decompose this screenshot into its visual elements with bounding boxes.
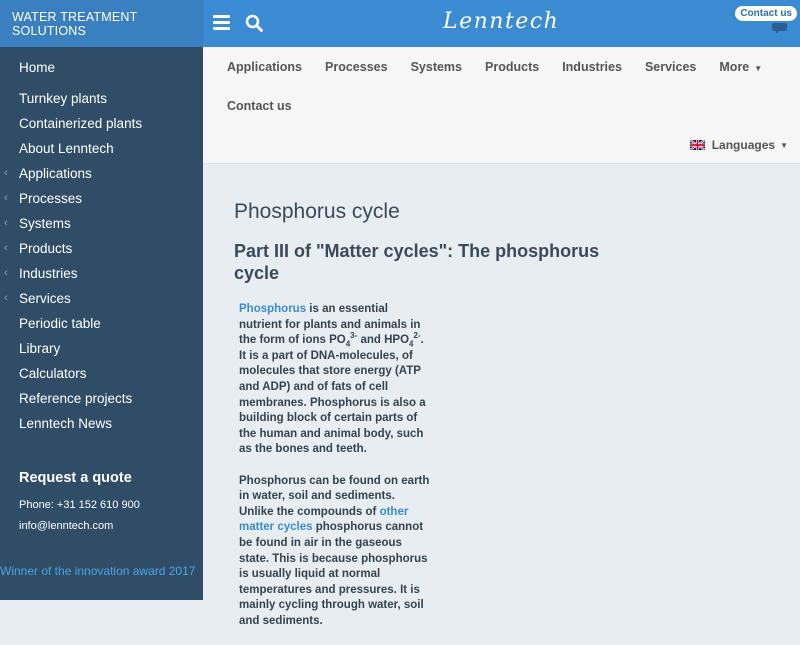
- sidebar-item-label: Products: [19, 241, 73, 256]
- languages-dropdown[interactable]: [690, 138, 788, 152]
- nav-link-industries[interactable]: Industries: [562, 60, 622, 74]
- sidebar-item-label: Periodic table: [19, 316, 101, 331]
- sidebar-item-label: Reference projects: [19, 391, 133, 406]
- page-subtitle: Part III of "Matter cycles": The phosphorus cycle: [234, 241, 600, 283]
- phone-number: Phone: +31 152 610 900: [19, 499, 140, 511]
- email-link[interactable]: info@lenntech.com: [19, 520, 114, 532]
- sidebar-item-lenntech-news[interactable]: [0, 411, 203, 436]
- sidebar-item-products[interactable]: [0, 236, 203, 261]
- top-bar: [203, 0, 800, 47]
- sidebar-item-turnkey-plants[interactable]: [0, 86, 203, 111]
- chevron-left-icon: ‹: [4, 192, 8, 204]
- other-matter-cycles-link[interactable]: other matter cycles: [239, 505, 409, 534]
- chevron-left-icon: ‹: [4, 292, 8, 304]
- sidebar-header[interactable]: WATER TREATMENT SOLUTIONS: [0, 0, 203, 47]
- sidebar-item-systems[interactable]: [0, 211, 203, 236]
- sidebar-item-services[interactable]: [0, 286, 203, 311]
- main-content: [234, 200, 614, 645]
- chevron-left-icon: ‹: [4, 167, 8, 179]
- sidebar-item-processes[interactable]: [0, 186, 203, 211]
- search-icon[interactable]: [245, 14, 263, 32]
- sidebar-item-label: Lenntech News: [19, 416, 113, 431]
- page-title: Phosphorus cycle: [234, 200, 400, 223]
- sidebar-item-library[interactable]: [0, 336, 203, 361]
- sidebar-item-label: Library: [19, 341, 61, 356]
- chevron-left-icon: ‹: [4, 217, 8, 229]
- nav-contact-link[interactable]: Contact us: [227, 99, 292, 113]
- sidebar-item-containerized-plants[interactable]: [0, 111, 203, 136]
- quote-block: [19, 470, 140, 532]
- chat-icon[interactable]: [772, 20, 790, 34]
- sidebar-item-label: Applications: [19, 166, 92, 181]
- sidebar-nav: [0, 47, 203, 436]
- sidebar-item-periodic-table[interactable]: [0, 311, 203, 336]
- contact-us-button[interactable]: Contact us: [735, 6, 797, 21]
- chevron-left-icon: ‹: [4, 242, 8, 254]
- sidebar-item-label: Industries: [19, 266, 78, 281]
- sidebar-item-label: Home: [19, 60, 56, 75]
- sidebar-item-about-lenntech[interactable]: [0, 136, 203, 161]
- caret-down-icon: ▼: [754, 64, 763, 73]
- sidebar-item-applications[interactable]: [0, 161, 203, 186]
- sidebar: [0, 0, 203, 600]
- sidebar-item-label: Turnkey plants: [19, 91, 108, 106]
- nav-link-services[interactable]: Services: [644, 60, 697, 74]
- paragraph-1: Phosphorus is an essential nutrient for plants and animals in the form of ions $PO_4^{3-}$ and $HPO_4^{2-}$. It is a part of DNA-molecules, of molecules that store energy (ATP and ADP) and of fats of cell membranes. Phosphorus is also a building block of certain parts of the human and animal body, such as the bones and teeth.: [239, 303, 426, 456]
- sidebar-item-reference-projects[interactable]: [0, 386, 203, 411]
- uk-flag-icon: [690, 140, 705, 150]
- nav-link-more[interactable]: More ▼: [719, 60, 763, 74]
- sidebar-item-label: Services: [19, 291, 71, 306]
- nav-link-products[interactable]: Products: [485, 60, 540, 74]
- languages-label: Languages: [711, 138, 776, 152]
- chevron-left-icon: ‹: [4, 267, 8, 279]
- sidebar-item-home[interactable]: [0, 55, 203, 80]
- nav-link-processes[interactable]: Processes: [325, 60, 388, 74]
- paragraph-2: Phosphorus can be found on earth in water, soil and sediments. Unlike the compounds of other matter cycles phosphorus cannot be found in air in the gaseous state. This is because phosphorus is usually liquid at normal temperatures and pressures. It is mainly cycling through water, soil and sediments.: [239, 474, 430, 627]
- sidebar-item-label: Processes: [19, 191, 83, 206]
- award-text[interactable]: Winner of the innovation award 2017: [0, 564, 196, 578]
- phosphorus-link[interactable]: Phosphorus: [239, 303, 307, 315]
- main-nav: [227, 60, 785, 74]
- menu-icon[interactable]: [213, 15, 230, 30]
- sidebar-item-label: Systems: [19, 216, 71, 231]
- sidebar-item-label: About Lenntech: [19, 141, 114, 156]
- sidebar-item-calculators[interactable]: [0, 361, 203, 386]
- sidebar-item-label: Calculators: [19, 366, 87, 381]
- lenntech-logo[interactable]: Lenntech: [443, 9, 560, 34]
- nav-panel: [203, 47, 800, 164]
- caret-down-icon: ▼: [780, 140, 788, 150]
- article-body: [239, 302, 431, 629]
- nav-link-systems[interactable]: Systems: [410, 60, 463, 74]
- request-quote-link[interactable]: Request a quote: [19, 470, 132, 486]
- sidebar-item-industries[interactable]: [0, 261, 203, 286]
- nav-link-applications[interactable]: Applications: [227, 60, 303, 74]
- sidebar-item-label: Containerized plants: [19, 116, 143, 131]
